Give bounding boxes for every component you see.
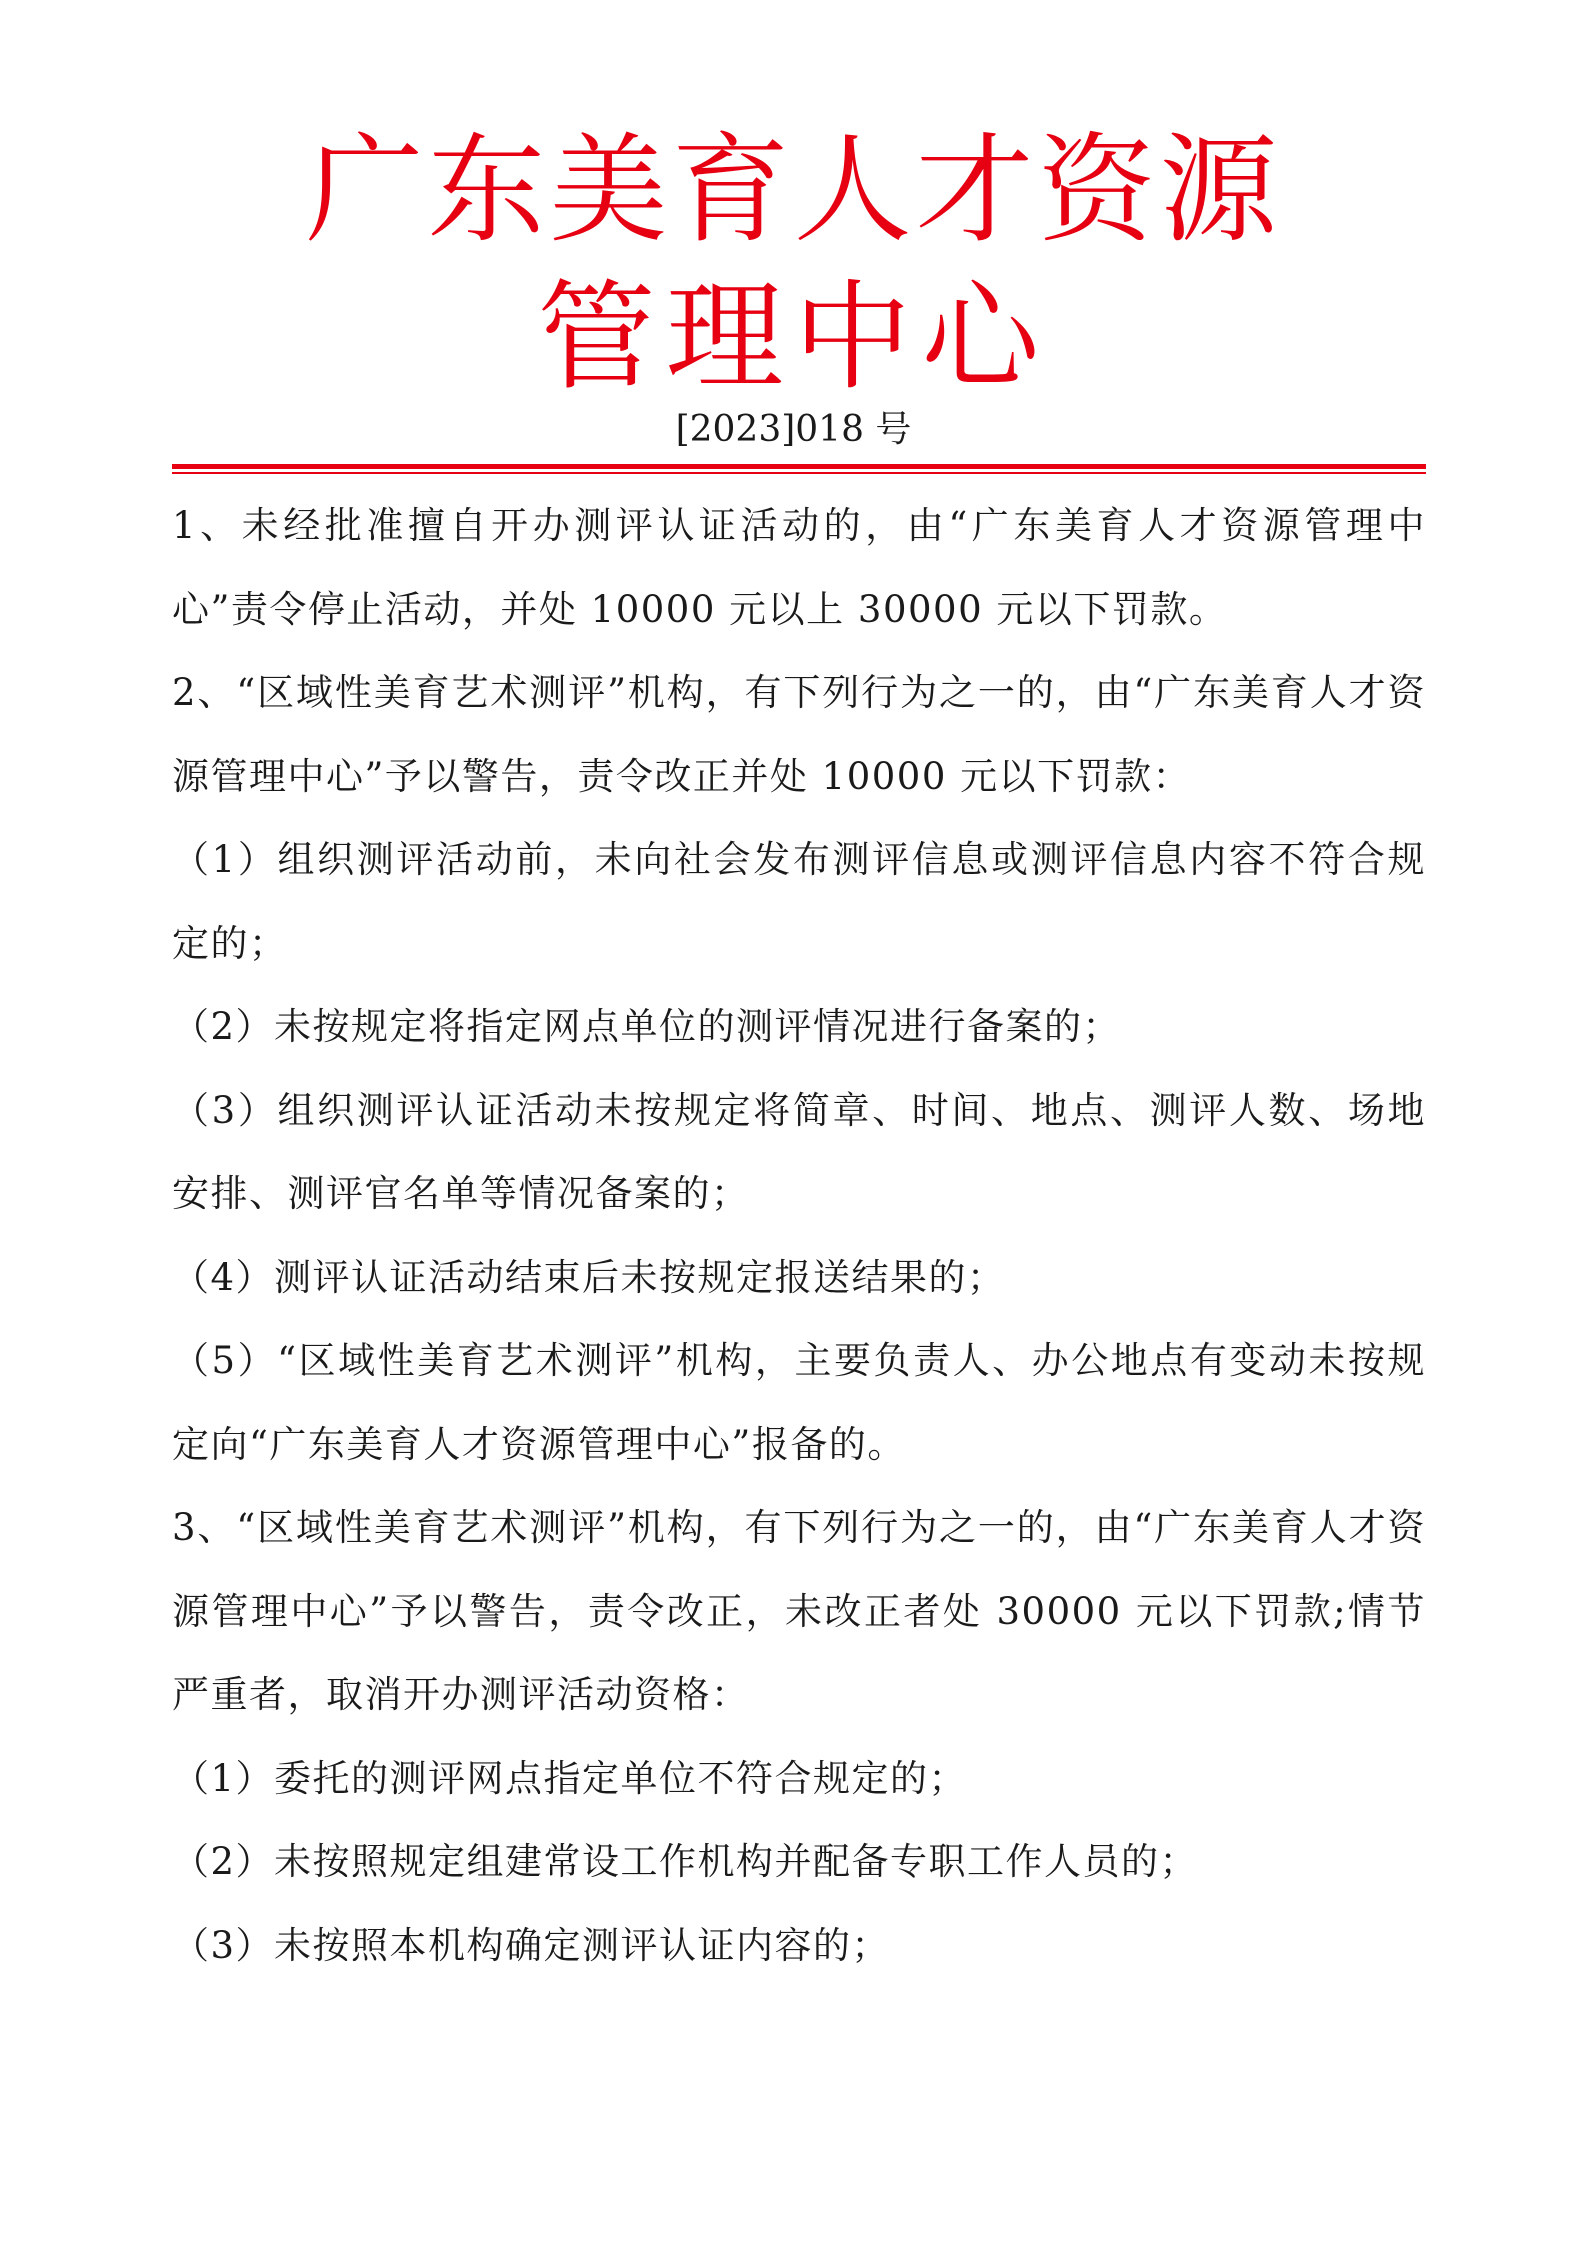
paragraph-1: 1、未经批准擅自开办测评认证活动的，由“广东美育人才资源管理中心”责令停止活动，并处 10000 元以上 30000 元以下罚款。	[172, 504, 1426, 631]
header-divider-thick	[172, 464, 1426, 469]
header-title-line1: 广东美育人才资源	[305, 121, 1282, 259]
document-number: [2023]018 号	[675, 409, 912, 450]
header-title-line2: 管理中心	[537, 268, 1050, 406]
paragraph-3: 3、“区域性美育艺术测评”机构，有下列行为之一的，由“广东美育人才资源管理中心”予以警告，责令改正，未改正者处 30000 元以下罚款;情节严重者，取消开办测评活动资格：	[172, 1506, 1426, 1716]
paragraph-2-item-5: （5）“区域性美育艺术测评”机构，主要负责人、办公地点有变动未按规定向“广东美育人才资源管理中心”报备的。	[172, 1339, 1426, 1466]
paragraph-3-item-1: （1）委托的测评网点指定单位不符合规定的；	[172, 1756, 968, 1800]
paragraph-2-item-1: （1）组织测评活动前，未向社会发布测评信息或测评信息内容不符合规定的；	[172, 838, 1426, 965]
paragraph-2-item-2: （2）未按规定将指定网点单位的测评情况进行备案的；	[172, 1005, 1122, 1048]
paragraph-2-item-4: （4）测评认证活动结束后未按规定报送结果的；	[172, 1255, 1006, 1299]
paragraph-3-item-2: （2）未按照规定组建常设工作机构并配备专职工作人员的；	[172, 1840, 1199, 1883]
paragraph-3-item-3: （3）未按照本机构确定测评认证内容的；	[172, 1923, 891, 1967]
paragraph-2: 2、“区域性美育艺术测评”机构，有下列行为之一的，由“广东美育人才资源管理中心”予以警告，责令改正并处 10000 元以下罚款：	[172, 671, 1426, 798]
paragraph-2-item-3: （3）组织测评认证活动未按规定将简章、时间、地点、测评人数、场地安排、测评官名单等情况备案的；	[172, 1088, 1426, 1215]
document-body	[172, 484, 1426, 1987]
header-divider-thin	[172, 472, 1426, 474]
